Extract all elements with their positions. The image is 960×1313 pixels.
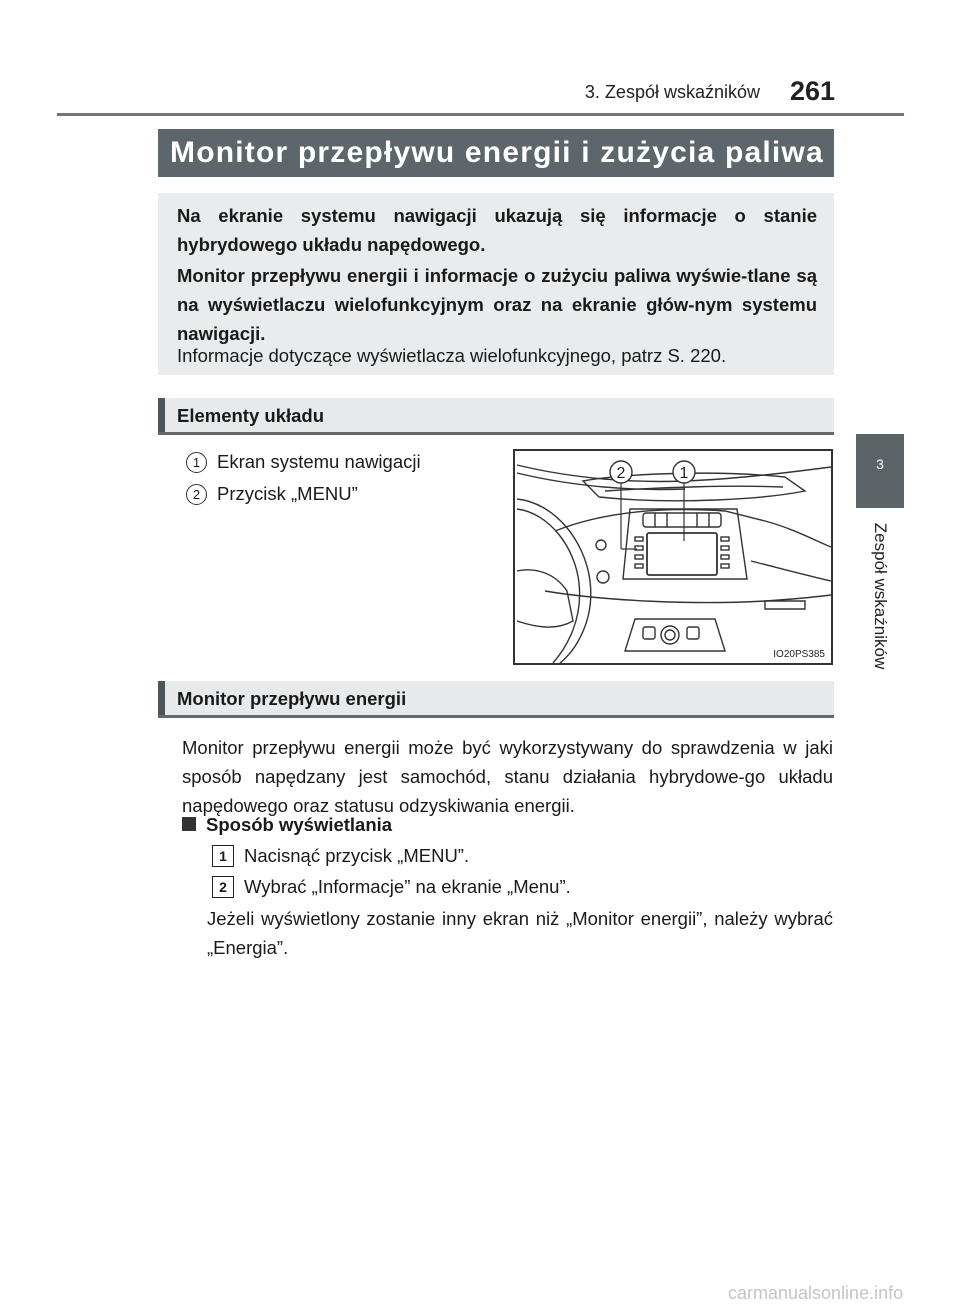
- item-number: 2: [186, 484, 207, 505]
- dashboard-illustration: [513, 449, 833, 665]
- subheading-text: Sposób wyświetlania: [206, 814, 393, 835]
- section-accent: [158, 398, 165, 432]
- step-item: [212, 845, 469, 867]
- footer-watermark: carmanualsonline.info: [728, 1283, 904, 1303]
- section-heading-energy-monitor: [158, 681, 834, 718]
- chapter-tab-label: Zespół wskaźników: [871, 522, 890, 670]
- page-title: Monitor przepływu energii i zużycia paliwa: [170, 136, 824, 169]
- intro-paragraph-1: Na ekranie systemu nawigacji ukazują się informacje o stanie hybrydowego układu napędowego.: [177, 205, 817, 255]
- display-method-heading: [182, 814, 392, 836]
- list-item: [186, 451, 421, 473]
- section-accent: [158, 681, 165, 715]
- intro-paragraph-2: Monitor przepływu energii i informacje o zużyciu paliwa wyświe-tlane są na wyświetlaczu wielofunkcyjnym oraz na ekranie głów-nym systemu nawigacji.: [177, 265, 817, 344]
- step-item: [212, 876, 571, 898]
- dashboard-drawing: [515, 451, 831, 663]
- callout-2: 2: [616, 465, 626, 482]
- chapter-tab-number: 3: [876, 456, 884, 472]
- step-text: Wybrać „Informacje” na ekranie „Menu”.: [244, 876, 571, 897]
- note-paragraph: Jeżeli wyświetlony zostanie inny ekran niż „Monitor energii”, należy wybrać „Energia”.: [207, 908, 833, 958]
- header-rule: [57, 113, 904, 116]
- chapter-tab[interactable]: [856, 434, 904, 508]
- item-label: Przycisk „MENU”: [217, 483, 358, 504]
- square-bullet-icon: [182, 817, 196, 831]
- intro-box: [158, 193, 834, 375]
- intro-paragraph-3: Informacje dotyczące wyświetlacza wielofunkcyjnego, patrz S. 220.: [177, 345, 727, 366]
- item-label: Ekran systemu nawigacji: [217, 451, 421, 472]
- section-heading-text: Monitor przepływu energii: [177, 688, 407, 709]
- item-number: 1: [186, 452, 207, 473]
- step-number: 1: [212, 845, 234, 867]
- header-section-title: 3. Zespół wskaźników: [584, 82, 760, 102]
- page-title-bar: [158, 129, 834, 177]
- figure-code: IO20PS385: [773, 649, 825, 660]
- page-number: 261: [790, 76, 836, 106]
- section-heading-elements: [158, 398, 834, 435]
- energy-monitor-paragraph: Monitor przepływu energii może być wykorzystywany do sprawdzenia w jaki sposób napędzany jest samochód, stanu działania hybrydowe-go układu napędowego oraz statusu odzyskiwania energii.: [182, 737, 833, 816]
- callout-1: 1: [679, 465, 689, 482]
- step-text: Nacisnąć przycisk „MENU”.: [244, 845, 470, 866]
- step-number: 2: [212, 876, 234, 898]
- section-heading-text: Elementy układu: [177, 405, 325, 426]
- list-item: [186, 483, 358, 505]
